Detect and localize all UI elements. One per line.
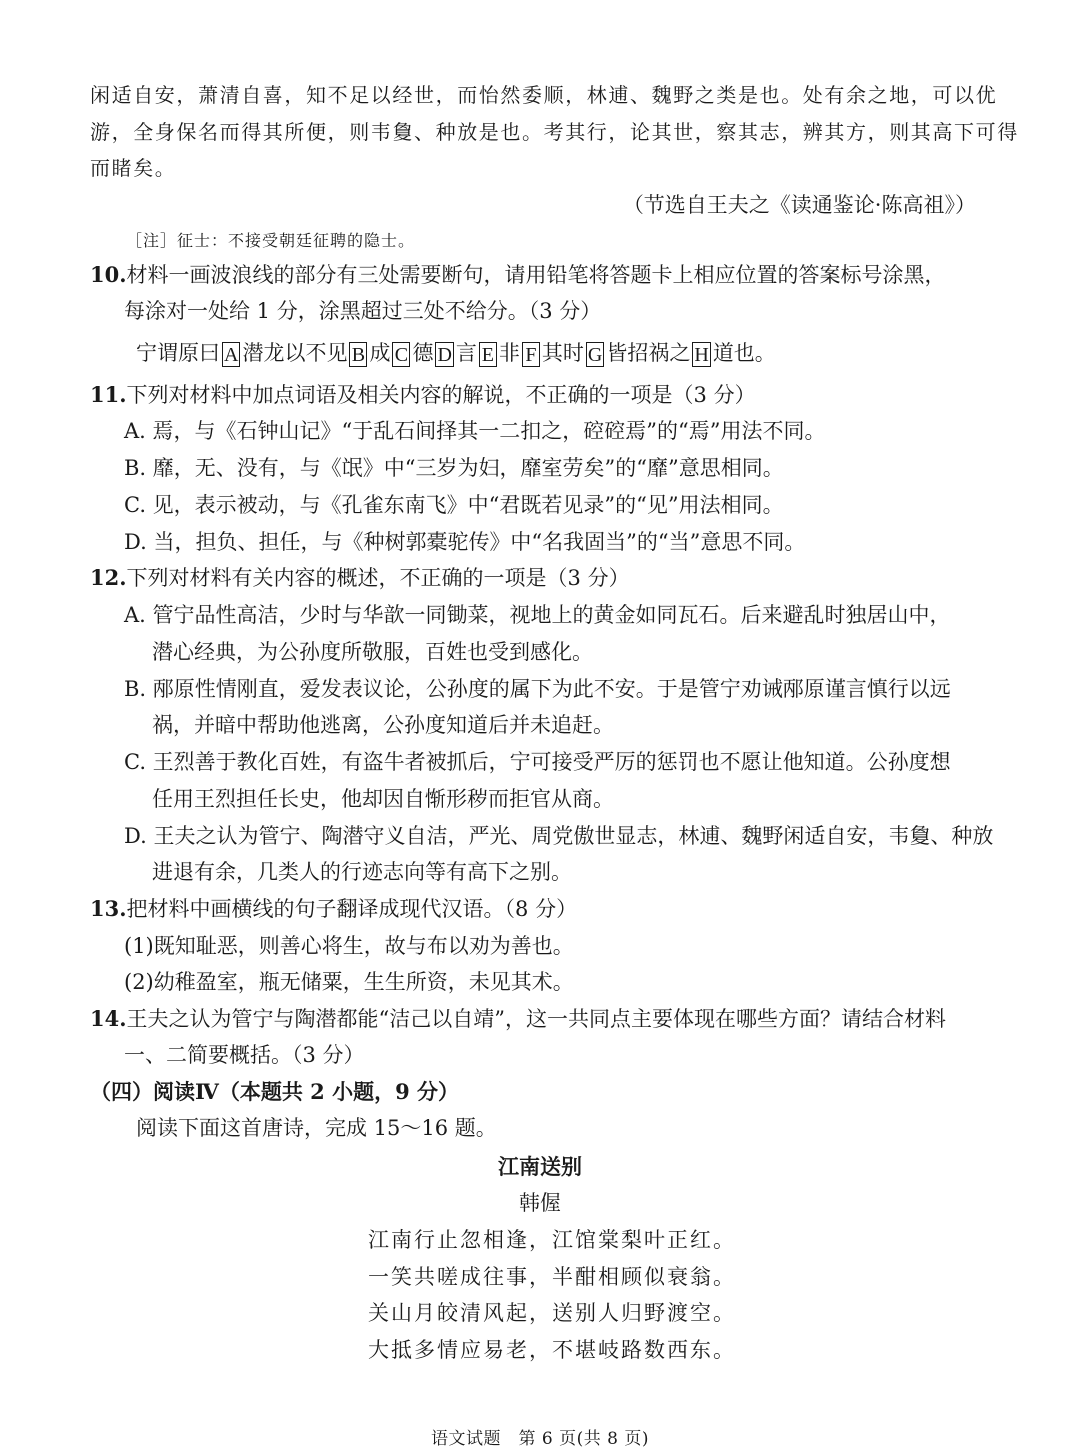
question-11-stem: 下列对材料中加点词语及相关内容的解说，不正确的一项是（3 分） (126, 383, 756, 407)
passage-line: 而睹矣。 (90, 156, 177, 180)
passage-line: 游，全身保名而得其所便，则韦敻、种放是也。考其行，论其世，察其志，辨其方，则其高下可得 (90, 120, 1019, 144)
sentence-segment: 成 (369, 341, 391, 365)
translation-item-1: (1)既知耻恶，则善心将生，故与布以劝为善也。 (124, 934, 574, 958)
poem-line: 大抵多情应易老，不堪岐路数西东。 (368, 1338, 736, 1362)
question-14-text: 王夫之认为管宁与陶潜都能“洁己以自靖”，这一共同点主要体现在哪些方面？请结合材料 (126, 1007, 947, 1031)
sentence-segment: 潜龙以不见 (242, 341, 348, 365)
page-footer: 语文试题 第 6 页(共 8 页) (430, 1429, 649, 1449)
question-12-stem: 下列对材料有关内容的概述，不正确的一项是（3 分） (126, 566, 630, 590)
sentence-segment: 非 (498, 341, 520, 365)
answer-box-c[interactable]: C (392, 342, 410, 367)
sentence-segment: 其时 (541, 341, 584, 365)
option-c[interactable]: C. 见，表示被动，与《孔雀东南飞》中“君既若见录”的“见”用法相同。 (124, 493, 784, 517)
question-14-line (90, 1004, 946, 1034)
question-number: 13. (90, 896, 127, 921)
option-a[interactable]: A. 焉，与《石钟山记》“于乱石间择其一二扣之，硿硿焉”的“焉”用法不同。 (124, 419, 826, 443)
answer-box-a[interactable]: A (224, 344, 239, 366)
question-10-text-2: 每涂对一处给 1 分，涂黑超过三处不给分。（3 分） (124, 299, 602, 323)
passage-note: ［注］征士：不接受朝廷征聘的隐士。 (126, 231, 416, 250)
option-d[interactable]: D. 当，担负、担任，与《种树郭橐驼传》中“名我固当”的“当”意思不同。 (124, 530, 806, 554)
question-13-stem-line (90, 894, 577, 924)
option-a-cont: 潜心经典，为公孙度所敬服，百姓也受到感化。 (152, 640, 593, 664)
option-b[interactable]: B. 靡，无、没有，与《氓》中“三岁为妇，靡室劳矣”的“靡”意思相同。 (124, 456, 784, 480)
sentence-segment: 言 (455, 341, 477, 365)
poem-author: 韩偓 (519, 1191, 561, 1215)
option-a[interactable]: A. 管宁品性高洁，少时与华歆一同锄菜，视地上的黄金如同瓦石。后来避乱时独居山中， (124, 603, 951, 627)
translation-item-2: (2)幼稚盈室，瓶无储粟，生生所资，未见其术。 (124, 970, 574, 994)
sentence-segment: 宁谓原曰 (136, 341, 220, 365)
sentence-segment: 德 (412, 341, 434, 365)
question-10-text: 材料一画波浪线的部分有三处需要断句，请用铅笔将答题卡上相应位置的答案标号涂黑， (126, 263, 946, 287)
passage-source: （节选自王夫之《读通鉴论·陈高祖》） (622, 193, 976, 217)
question-11-stem-line (90, 380, 756, 410)
answer-box-f[interactable]: F (522, 342, 540, 367)
passage-line: 闲适自安，萧清自喜，知不足以经世，而怡然委顺，林逋、魏野之类是也。处有余之地，可以优 (90, 83, 998, 107)
poem-line: 关山月皎清风起，送别人归野渡空。 (368, 1301, 736, 1325)
answer-box-g[interactable]: G (587, 344, 603, 366)
section-intro: 阅读下面这首唐诗，完成 15～16 题。 (136, 1116, 497, 1140)
question-10-line (90, 260, 946, 290)
poem-title: 江南送别 (498, 1154, 582, 1179)
answer-box-d[interactable]: D (437, 344, 452, 366)
question-12-stem-line (90, 563, 630, 593)
option-d-cont: 进退有余，几类人的行迹志向等有高下之别。 (152, 860, 572, 884)
poem-line: 一笑共嗟成往事，半酣相顾似衰翁。 (368, 1265, 736, 1289)
sentence-segment: 道也。 (712, 341, 776, 365)
option-d[interactable]: D. 王夫之认为管宁、陶潜守义自洁，严光、周党傲世显志，林逋、魏野闲适自安，韦敻、种放 (124, 824, 994, 848)
section-heading: （四）阅读Ⅳ（本题共 2 小题，9 分） (90, 1079, 459, 1104)
option-c-cont: 任用王烈担任长史，他却因自惭形秽而拒官从商。 (152, 787, 614, 811)
punctuation-boxes-row (136, 338, 776, 368)
question-13-stem: 把材料中画横线的句子翻译成现代汉语。（8 分） (126, 897, 578, 921)
question-number: 12. (90, 565, 127, 590)
question-number: 14. (90, 1006, 127, 1031)
answer-box-h[interactable]: H (694, 344, 709, 366)
question-number: 10. (90, 262, 127, 287)
answer-box-e[interactable]: E (479, 342, 497, 367)
option-b-cont: 祸，并暗中帮助他逃离，公孙度知道后并未追赶。 (152, 713, 614, 737)
poem-line: 江南行止忽相逢，江馆棠梨叶正红。 (368, 1228, 736, 1252)
option-c[interactable]: C. 王烈善于教化百姓，有盗牛者被抓后，宁可接受严厉的惩罚也不愿让他知道。公孙度想 (124, 750, 951, 774)
sentence-segment: 皆招祸之 (606, 341, 691, 365)
question-14-text-2: 一、二简要概括。（3 分） (124, 1043, 365, 1067)
answer-box-b[interactable]: B (349, 342, 367, 367)
question-number: 11. (90, 382, 127, 407)
option-b[interactable]: B. 邴原性情刚直，爱发表议论，公孙度的属下为此不安。于是管宁劝诫邴原谨言慎行以远 (124, 677, 951, 701)
